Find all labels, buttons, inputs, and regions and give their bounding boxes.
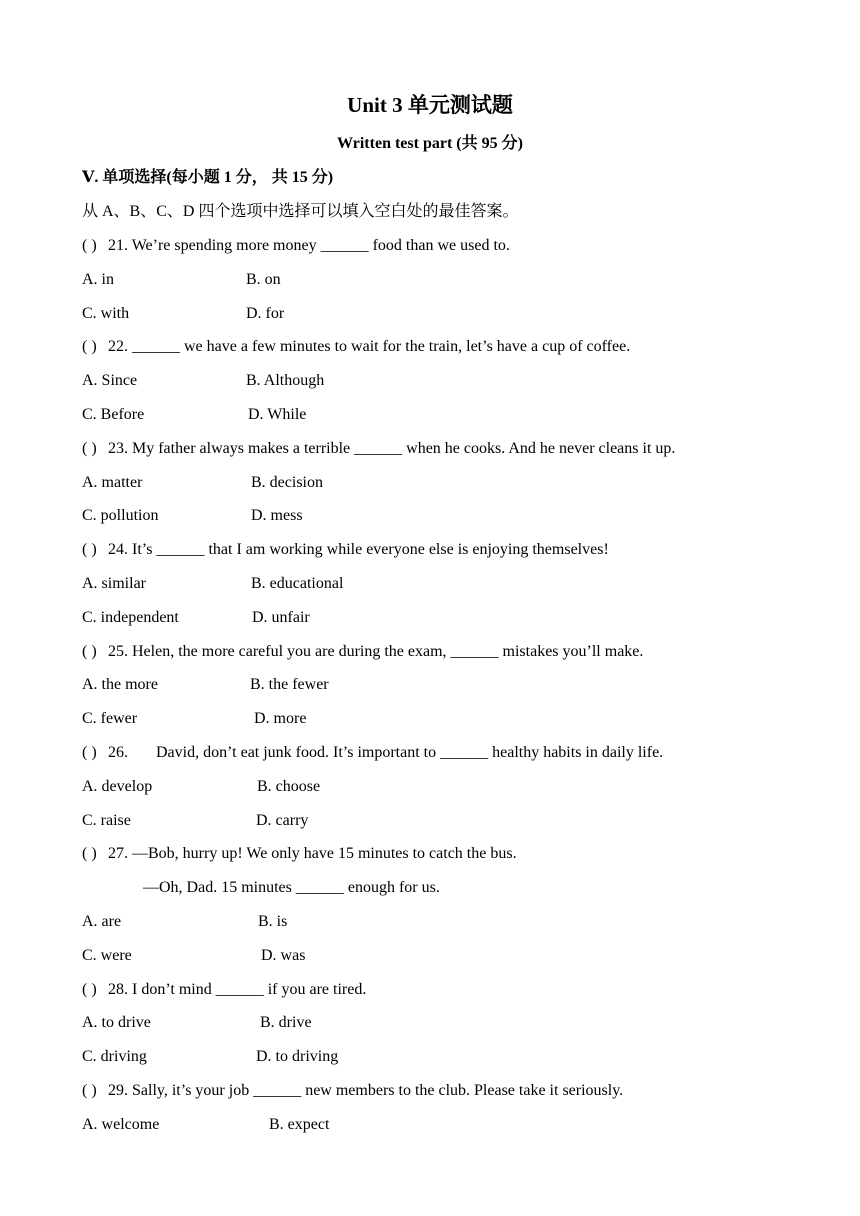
option-c: C. fewer — [82, 710, 138, 728]
section-instruction: 从 A、B、C、D 四个选项中选择可以填入空白处的最佳答案。 — [82, 203, 519, 220]
option-d: D. was — [261, 946, 306, 964]
option-c: C. driving — [82, 1048, 147, 1066]
option-a: A. develop — [82, 777, 153, 795]
option-c: C. were — [82, 946, 132, 964]
page-subtitle: Written test part (共 95 分) — [337, 135, 523, 152]
option-row — [82, 809, 822, 843]
option-row — [82, 707, 822, 741]
option-row — [82, 268, 822, 302]
question-stem — [82, 234, 822, 268]
option-b: B. is — [258, 912, 288, 930]
option-b: B. educational — [251, 574, 344, 592]
question-stem — [82, 741, 822, 775]
option-a: A. to drive — [82, 1014, 151, 1032]
question-text: 21. We’re spending more money ______ food than we used to. — [108, 237, 510, 254]
option-row — [82, 302, 822, 336]
option-c: C. with — [82, 304, 130, 322]
question-text: 26. David, don’t eat junk food. It’s important to ______ healthy habits in daily life. — [108, 743, 664, 761]
option-row — [82, 775, 822, 809]
question-stem — [82, 842, 822, 876]
question-text: —Oh, Dad. 15 minutes ______ enough for us. — [143, 879, 440, 897]
question-stem-continued — [82, 876, 822, 910]
answer-bracket[interactable]: ( ) — [82, 743, 97, 761]
question-text: 22. ______ we have a few minutes to wait for the train, let’s have a cup of coffee. — [108, 338, 631, 356]
option-d: D. unfair — [252, 608, 310, 626]
option-c: C. Before — [82, 405, 145, 423]
option-row — [82, 471, 822, 505]
option-row — [82, 369, 822, 403]
option-b: B. the fewer — [250, 676, 329, 694]
answer-bracket[interactable]: ( ) — [82, 642, 97, 660]
option-b: B. expect — [269, 1115, 330, 1133]
question-text: 27. —Bob, hurry up! We only have 15 minutes to catch the bus. — [108, 845, 517, 863]
option-a: A. Since — [82, 372, 138, 390]
option-row — [82, 572, 822, 606]
question-list — [82, 234, 822, 1147]
answer-bracket[interactable]: ( ) — [82, 1081, 97, 1099]
question-text: 29. Sally, it’s your job ______ new members to the club. Please take it seriously. — [108, 1081, 624, 1099]
option-d: D. more — [254, 710, 307, 728]
option-row — [82, 1113, 822, 1147]
section-heading: Ⅴ. 单项选择(每小题 1 分， 共 15 分) — [82, 169, 334, 186]
option-d: D. carry — [256, 811, 309, 829]
option-d: D. mess — [251, 507, 303, 525]
question-stem — [82, 437, 822, 471]
answer-bracket[interactable]: ( ) — [82, 845, 97, 863]
page-title: Unit 3 单元测试题 — [347, 93, 513, 117]
option-a: A. similar — [82, 574, 146, 592]
option-row — [82, 403, 822, 437]
option-row — [82, 1045, 822, 1079]
question-text: 25. Helen, the more careful you are during the exam, ______ mistakes you’ll make. — [108, 642, 644, 660]
answer-bracket[interactable]: ( ) — [82, 439, 97, 457]
question-stem — [82, 538, 822, 572]
option-row — [82, 673, 822, 707]
option-b: B. Although — [246, 372, 325, 390]
question-stem — [82, 640, 822, 674]
option-a: A. welcome — [82, 1115, 160, 1133]
option-d: D. to driving — [256, 1048, 339, 1066]
option-row — [82, 606, 822, 640]
question-text: 24. It’s ______ that I am working while everyone else is enjoying themselves! — [108, 541, 609, 559]
answer-bracket[interactable]: ( ) — [82, 338, 97, 356]
option-row — [82, 1011, 822, 1045]
question-stem — [82, 1079, 822, 1113]
option-b: B. decision — [251, 473, 323, 491]
answer-bracket[interactable]: ( ) — [82, 980, 97, 998]
question-text: 28. I don’t mind ______ if you are tired. — [108, 980, 367, 998]
option-d: D. While — [248, 405, 307, 423]
option-d: D. for — [246, 304, 285, 322]
option-row — [82, 504, 822, 538]
option-b: B. on — [246, 270, 281, 288]
option-c: C. independent — [82, 608, 179, 626]
option-b: B. choose — [257, 777, 321, 795]
option-row — [82, 910, 822, 944]
option-c: C. pollution — [82, 507, 159, 525]
answer-bracket[interactable]: ( ) — [82, 237, 97, 254]
option-a: A. matter — [82, 473, 143, 491]
question-stem — [82, 335, 822, 369]
option-a: A. in — [82, 270, 114, 288]
option-a: A. the more — [82, 676, 158, 694]
answer-bracket[interactable]: ( ) — [82, 541, 97, 559]
option-row — [82, 944, 822, 978]
question-stem — [82, 978, 822, 1012]
option-a: A. are — [82, 912, 122, 930]
option-c: C. raise — [82, 811, 131, 829]
question-text: 23. My father always makes a terrible ______ when he cooks. And he never cleans it up. — [108, 439, 676, 457]
option-b: B. drive — [260, 1014, 312, 1032]
